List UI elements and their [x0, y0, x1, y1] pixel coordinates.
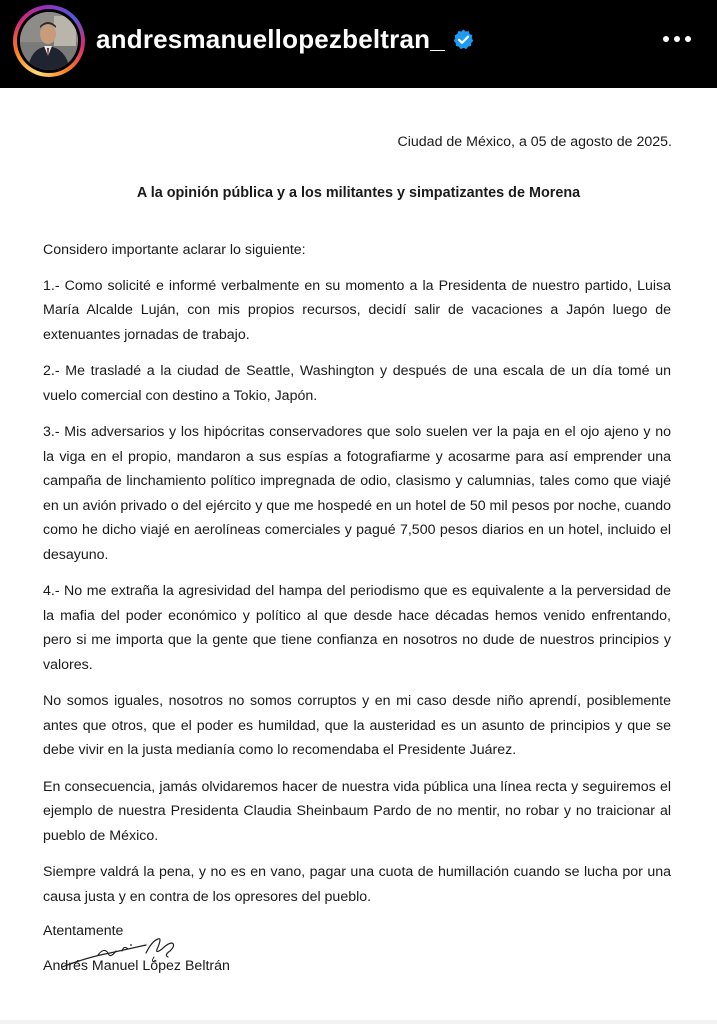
- post-header: [0, 0, 717, 88]
- date-line: Ciudad de México, a 05 de agosto de 2025.: [397, 134, 672, 150]
- letter-subject: A la opinión pública y a los militantes y simpatizantes de Morena: [136, 185, 581, 201]
- signer-name: Andrés Manuel López Beltrán: [43, 958, 230, 974]
- letter-intro: Considero importante aclarar lo siguiente:: [43, 242, 306, 258]
- username[interactable]: andresmanuellopezbeltran_: [96, 24, 445, 54]
- story-ring[interactable]: [13, 5, 85, 77]
- letter-paragraph: Siempre valdrá la pena, y no es en vano, pagar una cuota de humillación cuando se lucha por una causa justa y en contra de los opresores del pueblo.: [43, 864, 671, 905]
- letter-paragraph: 4.- No me extraña la agresividad del hampa del periodismo que es equivalente a la perversidad de la mafia del poder económico y político al que desde hace décadas hemos venido enfrentando, pero si me importa que la gente que tiene confianza en nosotros no dude de nuestros principios y valores.: [43, 583, 671, 673]
- letter-paragraph: 3.- Mis adversarios y los hipócritas conservadores que solo suelen ver la paja en el ojo ajeno y no la viga en el propio, mandaron a sus espías a fotografiarme y acosarme para así emprender una campaña de linchamiento político impregnada de odio, clasismo y calumnias, tales como que viajé en un avión privado o del ejército y que me hospedé en un hotel de 50 mil pesos por noche, cuando como he dicho viajé en aerolíneas comerciales y pagué 7,500 pesos diarios en un hotel, incluido el desayuno.: [43, 424, 671, 563]
- verified-badge-icon: [452, 28, 475, 51]
- letter-image: [0, 88, 717, 1024]
- avatar-gap: [17, 9, 81, 73]
- bottom-divider: [0, 1020, 717, 1024]
- avatar-photo-icon: [20, 12, 78, 70]
- letter-paragraph: No somos iguales, nosotros no somos corruptos y en mi caso desde niño aprendí, posiblemente antes que otros, que el poder es humildad, que la austeridad es un asunto de principios y que se debe vivir en la justa medianía como lo recomendaba el Presidente Juárez.: [43, 693, 671, 758]
- letter-paragraph: 1.- Como solicité e informé verbalmente en su momento a la Presidenta de nuestro partido, Luisa María Alcalde Luján, con mis propios recursos, decidí salir de vacaciones a Japón luego de extenuantes jornadas de trabajo.: [43, 277, 671, 343]
- letter-paragraph: En consecuencia, jamás olvidaremos hacer de nuestra vida pública una línea recta y seguiremos el ejemplo de nuestra Presidenta Claudia Sheinbaum Pardo de no mentir, no robar y no traicionar al pueblo de México.: [43, 778, 671, 844]
- letter-body: [43, 238, 671, 921]
- closing-line: Atentamente: [43, 923, 124, 939]
- profile-avatar[interactable]: [20, 12, 78, 70]
- more-options-icon[interactable]: [660, 24, 694, 54]
- letter-paragraph: 2.- Me trasladé a la ciudad de Seattle, Washington y después de una escala de un día tomé un vuelo comercial con destino a Tokio, Japón.: [43, 363, 671, 404]
